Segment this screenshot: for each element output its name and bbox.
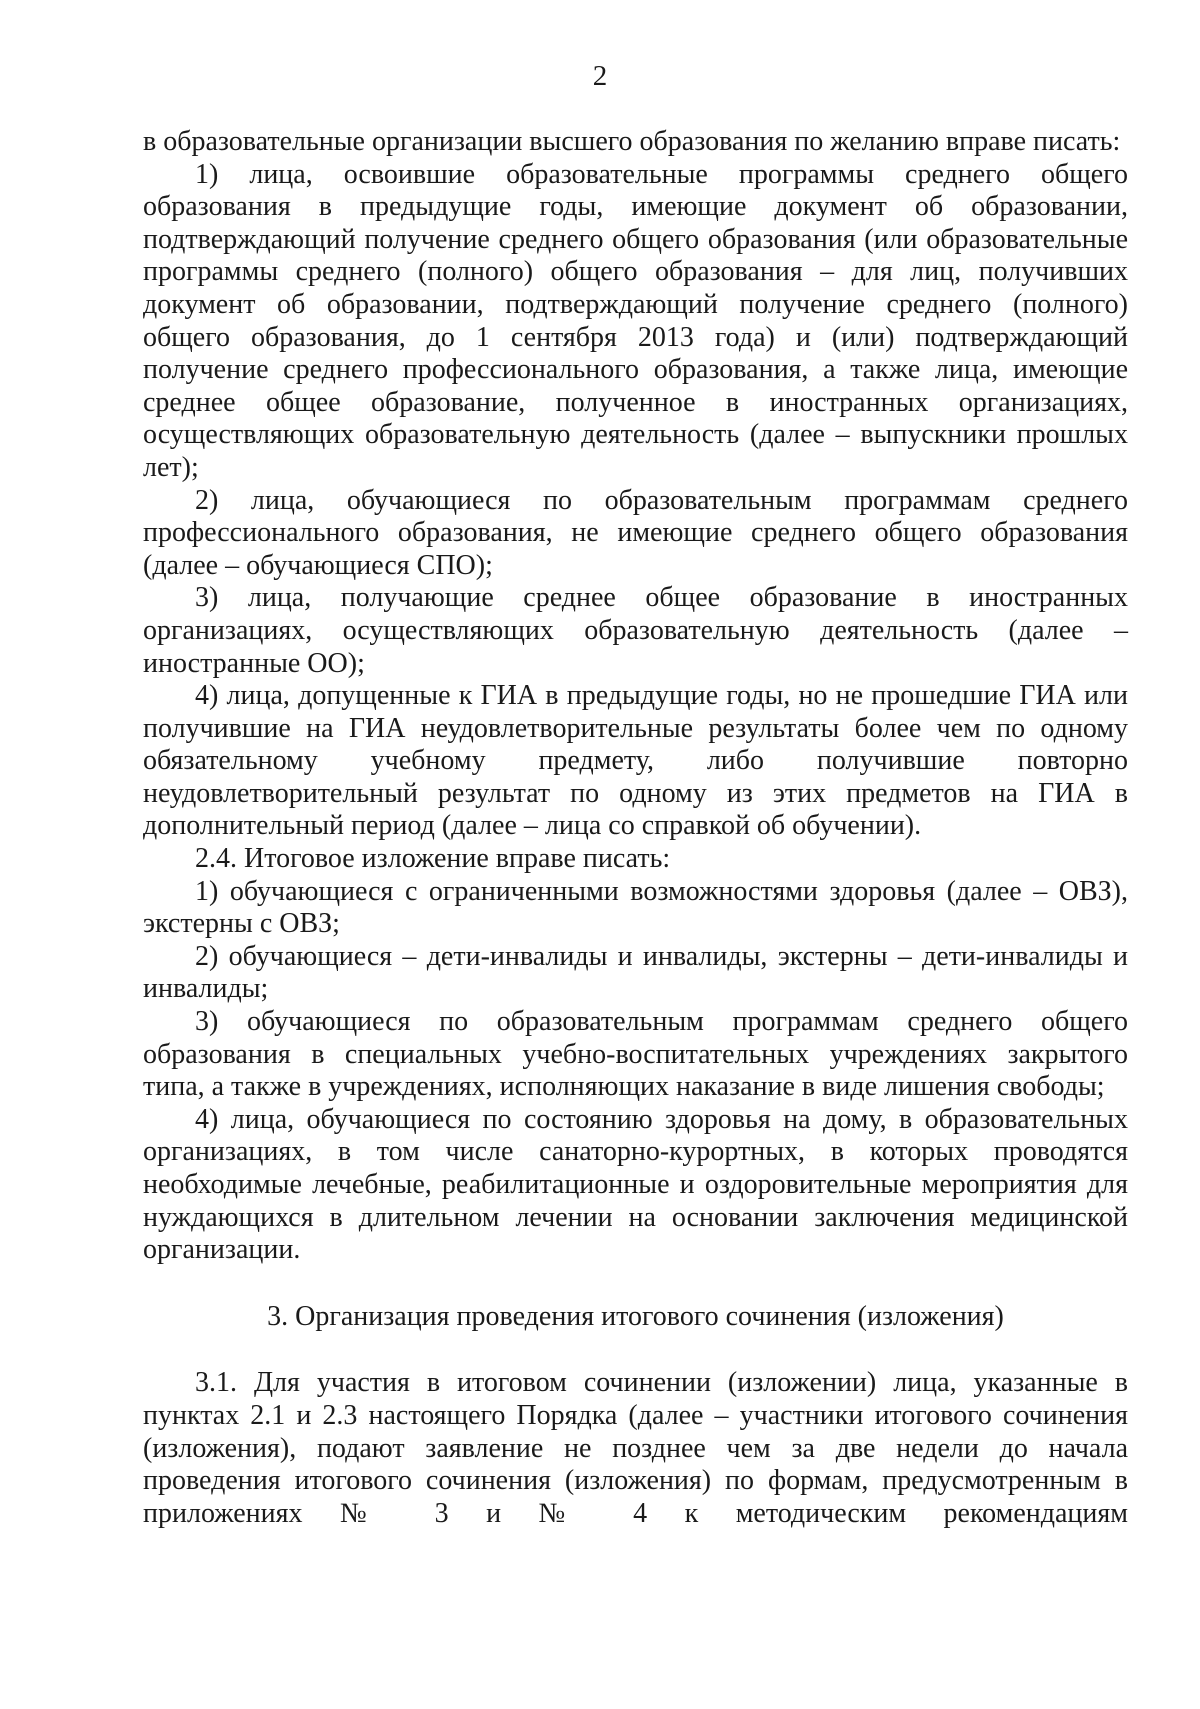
list-item-disabled: 2) обучающиеся – дети-инвалиды и инвалиды, экстерны – дети-инвалиды и инвалиды; xyxy=(143,940,1128,1005)
list-item-home-schooling: 4) лица, обучающиеся по состоянию здоровья на дому, в образовательных организациях, в том числе санаторно-курортных, в которых проводятся необходимые лечебные, реабилитационные и оздоровительные мероприятия для нуждающихся в длительном лечении на основании заключения медицинской организации. xyxy=(143,1103,1128,1266)
clause-3-1: 3.1. Для участия в итоговом сочинении (изложении) лица, указанные в пунктах 2.1 и 2.3 настоящего Порядка (далее – участники итогового сочинения (изложения), подают заявление не позднее чем за две недели до начала проведения итогового сочинения (изложения) по формам, предусмотренным в приложениях № 3 и № 4 к методическим рекомендациям xyxy=(143,1367,1128,1529)
list-item-4-certificate-holders: 4) лица, допущенные к ГИА в предыдущие годы, но не прошедшие ГИА или получившие на ГИА неудовлетворительные результаты более чем по одному обязательному учебному предмету, либо получившие повторно неудовлетворительный результат по одному из этих предметов на ГИА в дополнительный период (далее – лица со справкой об обучении). xyxy=(143,680,1128,842)
document-body xyxy=(143,126,1128,1530)
list-item-ovz: 1) обучающиеся с ограниченными возможностями здоровья (далее – ОВЗ), экстерны с ОВЗ; xyxy=(143,875,1128,940)
section-heading: 3. Организация проведения итогового сочинения (изложения) xyxy=(267,1300,1004,1332)
page-number: 2 xyxy=(592,60,608,92)
list-item-3-foreign-schools: 3) лица, получающие среднее общее образование в иностранных организациях, осуществляющих образовательную деятельность (далее – иностранные ОО); xyxy=(143,582,1128,679)
clause-2-4: 2.4. Итоговое изложение вправе писать: xyxy=(195,843,671,875)
paragraph-continuation: в образовательные организации высшего образования по желанию вправе писать: xyxy=(143,126,1121,157)
list-item-2-spo-students: 2) лица, обучающиеся по образовательным программам среднего профессионального образования, не имеющие среднего общего образования (далее – обучающиеся СПО); xyxy=(143,484,1128,581)
list-item-1-graduates: 1) лица, освоившие образовательные программы среднего общего образования в предыдущие годы, имеющие документ об образовании, подтверждающий получение среднего общего образования (или образовательные программы среднего (полного) общего образования – для лиц, получивших документ об образовании, подтверждающий получение среднего (полного) общего образования, до 1 сентября 2013 года) и (или) подтверждающий получение среднего профессионального образования, а также лица, имеющие среднее общее образование, полученное в иностранных организациях, осуществляющих образовательную деятельность (далее – выпускники прошлых лет); xyxy=(143,158,1128,483)
list-item-closed-institutions: 3) обучающиеся по образовательным программам среднего общего образования в специальных учебно-воспитательных учреждениях закрытого типа, а также в учреждениях, исполняющих наказание в виде лишения свободы; xyxy=(143,1006,1128,1103)
